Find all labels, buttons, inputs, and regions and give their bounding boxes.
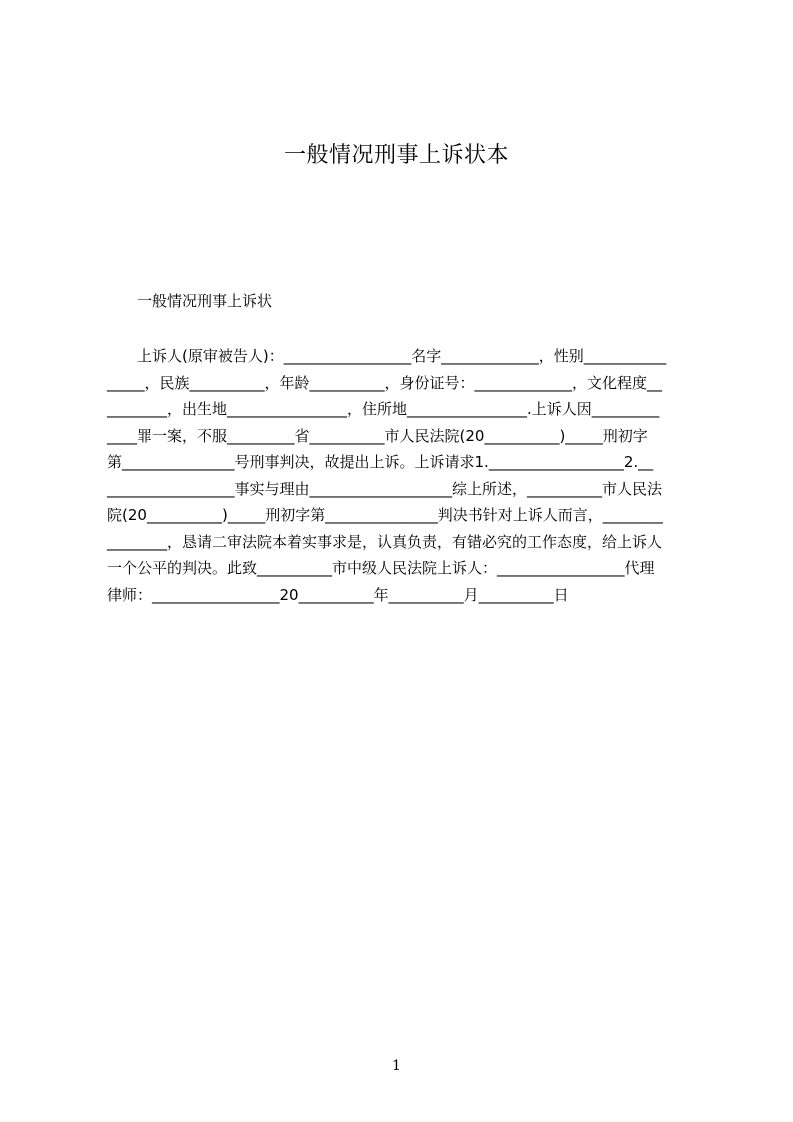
body-line-1: 上诉人(原审被告人)：_________________名字_____________，性别___________ [137, 347, 667, 365]
body-line-3: ________，出生地________________，住所地________________.上诉人因_________ [107, 400, 660, 418]
body-line-8: ________，恳请二审法院本着实事求是，认真负责，有错必究的工作态度，给上诉人 [107, 532, 663, 551]
page-number: 1 [392, 1058, 401, 1074]
document-subtitle: 一般情况刑事上诉状 [137, 292, 273, 310]
body-line-9: 一个公平的判决。此致__________市中级人民法院上诉人：_________________代理 [107, 559, 655, 577]
page-title: 一般情况刑事上诉状本 [283, 143, 509, 168]
body-line-6: _________________事实与理由___________________综上所述，__________市人民法 [107, 479, 663, 498]
body-line-5: 第_______________号刑事判决，故提出上诉。上诉请求1.__________________2.__ [107, 453, 654, 471]
body-line-7: 院(20__________)_____刑初字第_______________判决书针对上诉人而言，________ [107, 506, 663, 524]
appeal-body [107, 343, 707, 608]
body-line-10: 律师：_________________20__________年__________月__________日 [107, 585, 569, 604]
body-line-4: ____罪一案，不服_________省__________市人民法院(20__________)_____刑初字 [107, 426, 648, 445]
body-line-2: _____，民族__________，年龄__________，身份证号：_____________，文化程度__ [107, 373, 663, 392]
